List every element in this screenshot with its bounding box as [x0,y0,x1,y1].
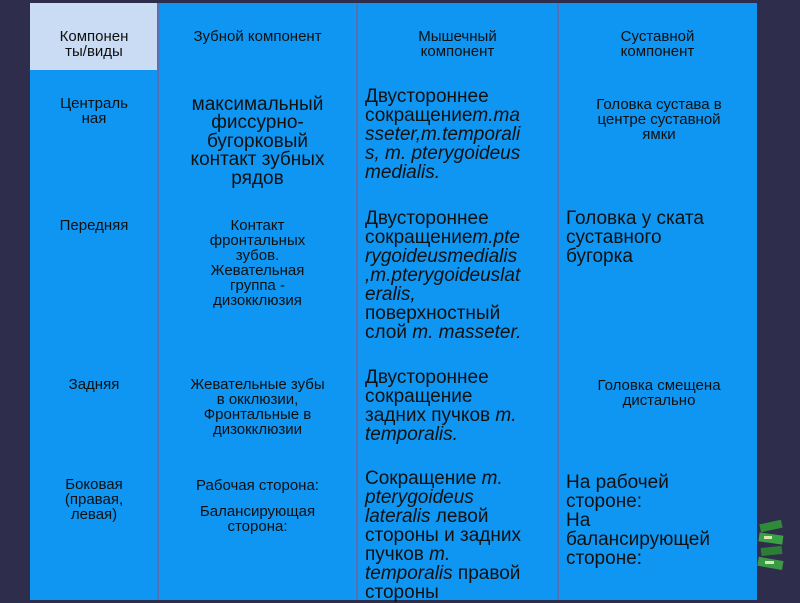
row-anterior-joint [566,209,756,266]
row-lateral-type [34,477,154,522]
header-joint [560,29,755,59]
row-anterior-muscle [365,209,555,342]
dental-line: Жевательные зубы [190,376,325,393]
muscle-text: слой [365,322,413,343]
type-line: (правая, [64,491,124,508]
header-types-line: Компонен [59,28,129,45]
muscle-text: левой [430,506,489,527]
muscle-latin: ,m.pterygoideuslat [365,265,521,286]
dental-line: Контакт [230,217,285,234]
muscle-latin: temporalis [365,563,453,584]
dental-line: максимальный [191,94,324,115]
green-book-stack-icon [756,516,786,576]
joint-line: суставного [566,227,662,248]
dental-line: контакт зубных [190,149,325,171]
joint-line: бугорка [566,246,633,267]
muscle-latin: m.pte [472,227,520,248]
dental-line: зубов. [235,247,280,264]
joint-line: На рабочей [566,472,669,493]
muscle-latin: pterygoideus [365,487,474,508]
row-lateral-muscle [365,469,555,602]
row-lateral-dental [160,478,355,534]
column-divider [356,3,358,600]
muscle-text: сокращение [365,227,473,248]
row-posterior-dental [160,377,355,437]
header-types [34,29,154,59]
row-posterior-type [34,377,154,392]
header-dental-label: Зубной компонент [193,28,322,45]
muscle-text: задних пучков [365,405,496,426]
joint-line: дистально [622,392,696,409]
muscle-latin: sseter,m.temporali [365,124,521,145]
dental-line: фиссурно- [211,112,304,134]
dental-line: бугорковый [206,130,309,152]
row-central-joint [562,97,756,142]
joint-line: стороне: [566,491,643,512]
dental-balancing-side: сторона: [227,518,288,535]
muscle-line: стороны [365,582,439,603]
frame-left [0,0,30,600]
dental-line: Фронтальные в [203,406,312,423]
dental-line: Жевательная [210,262,305,279]
frame-right [757,0,800,600]
row-central-muscle [365,87,555,182]
row-posterior-muscle [365,368,555,444]
row-central-dental [160,96,355,188]
muscle-text: сокращение [365,105,473,126]
muscle-latin: m. [495,405,517,426]
muscle-line: стороны и задних [365,525,521,546]
column-divider [557,3,559,600]
muscle-line: Двустороннее [365,86,489,107]
muscle-latin: s, m. pterygoideus [365,143,521,164]
muscle-line: сокращение [365,386,473,407]
row-anterior-dental [160,218,355,308]
joint-line: ямки [642,126,676,143]
type-line: ная [81,110,107,127]
muscle-text: Сокращение [365,468,482,489]
type-line: Централь [60,95,128,112]
dental-line: дизокклюзия [213,292,302,309]
row-posterior-joint [562,378,756,408]
row-central-type [34,96,154,126]
header-joint-line: компонент [620,43,695,60]
joint-line: стороне: [566,548,643,569]
muscle-latin: medialis. [365,162,440,183]
header-muscle-line: Мышечный [418,28,497,45]
dental-line: рядов [231,167,284,189]
muscle-latin: m. masseter. [412,322,522,343]
muscle-line: поверхностный [365,303,501,324]
header-muscle [360,29,555,59]
joint-line: балансирующей [566,529,710,550]
muscle-line: Двустороннее [365,367,489,388]
dental-line: фронтальных [209,232,306,249]
muscle-latin: temporalis. [365,424,458,445]
row-anterior-type [34,218,154,233]
dental-balancing-side: Балансирующая [199,503,316,520]
header-joint-line: Суставной [620,28,695,45]
type-line: Передняя [59,217,129,234]
muscle-latin: lateralis [365,506,431,527]
comparison-table [30,3,757,603]
dental-line: дизокклюзии [212,421,303,438]
header-types-line: ты/виды [65,43,123,60]
dental-working-side: Рабочая сторона: [196,477,319,494]
muscle-text: правой [452,563,521,584]
dental-line: в окклюзии, [216,391,299,408]
type-line: Боковая [65,476,123,493]
joint-line: Головка смещена [597,377,721,394]
muscle-text: пучков [365,544,430,565]
muscle-latin: m.ma [472,105,520,126]
joint-line: центре суставной [597,111,721,128]
joint-line: Головка сустава в [596,96,722,113]
type-line: Задняя [68,376,120,393]
muscle-latin: eralis, [365,284,416,305]
row-lateral-joint [566,473,756,568]
header-dental [160,29,355,44]
type-line: левая) [70,506,118,523]
joint-line: На [566,510,591,531]
muscle-line: Двустороннее [365,208,489,229]
muscle-latin: m. [481,468,503,489]
dental-line: группа - [230,277,285,294]
column-divider [157,3,159,600]
joint-line: Головка у ската [566,208,704,229]
header-muscle-line: компонент [420,43,495,60]
muscle-latin: m. [429,544,451,565]
muscle-latin: rygoideusmedialis [365,246,518,267]
